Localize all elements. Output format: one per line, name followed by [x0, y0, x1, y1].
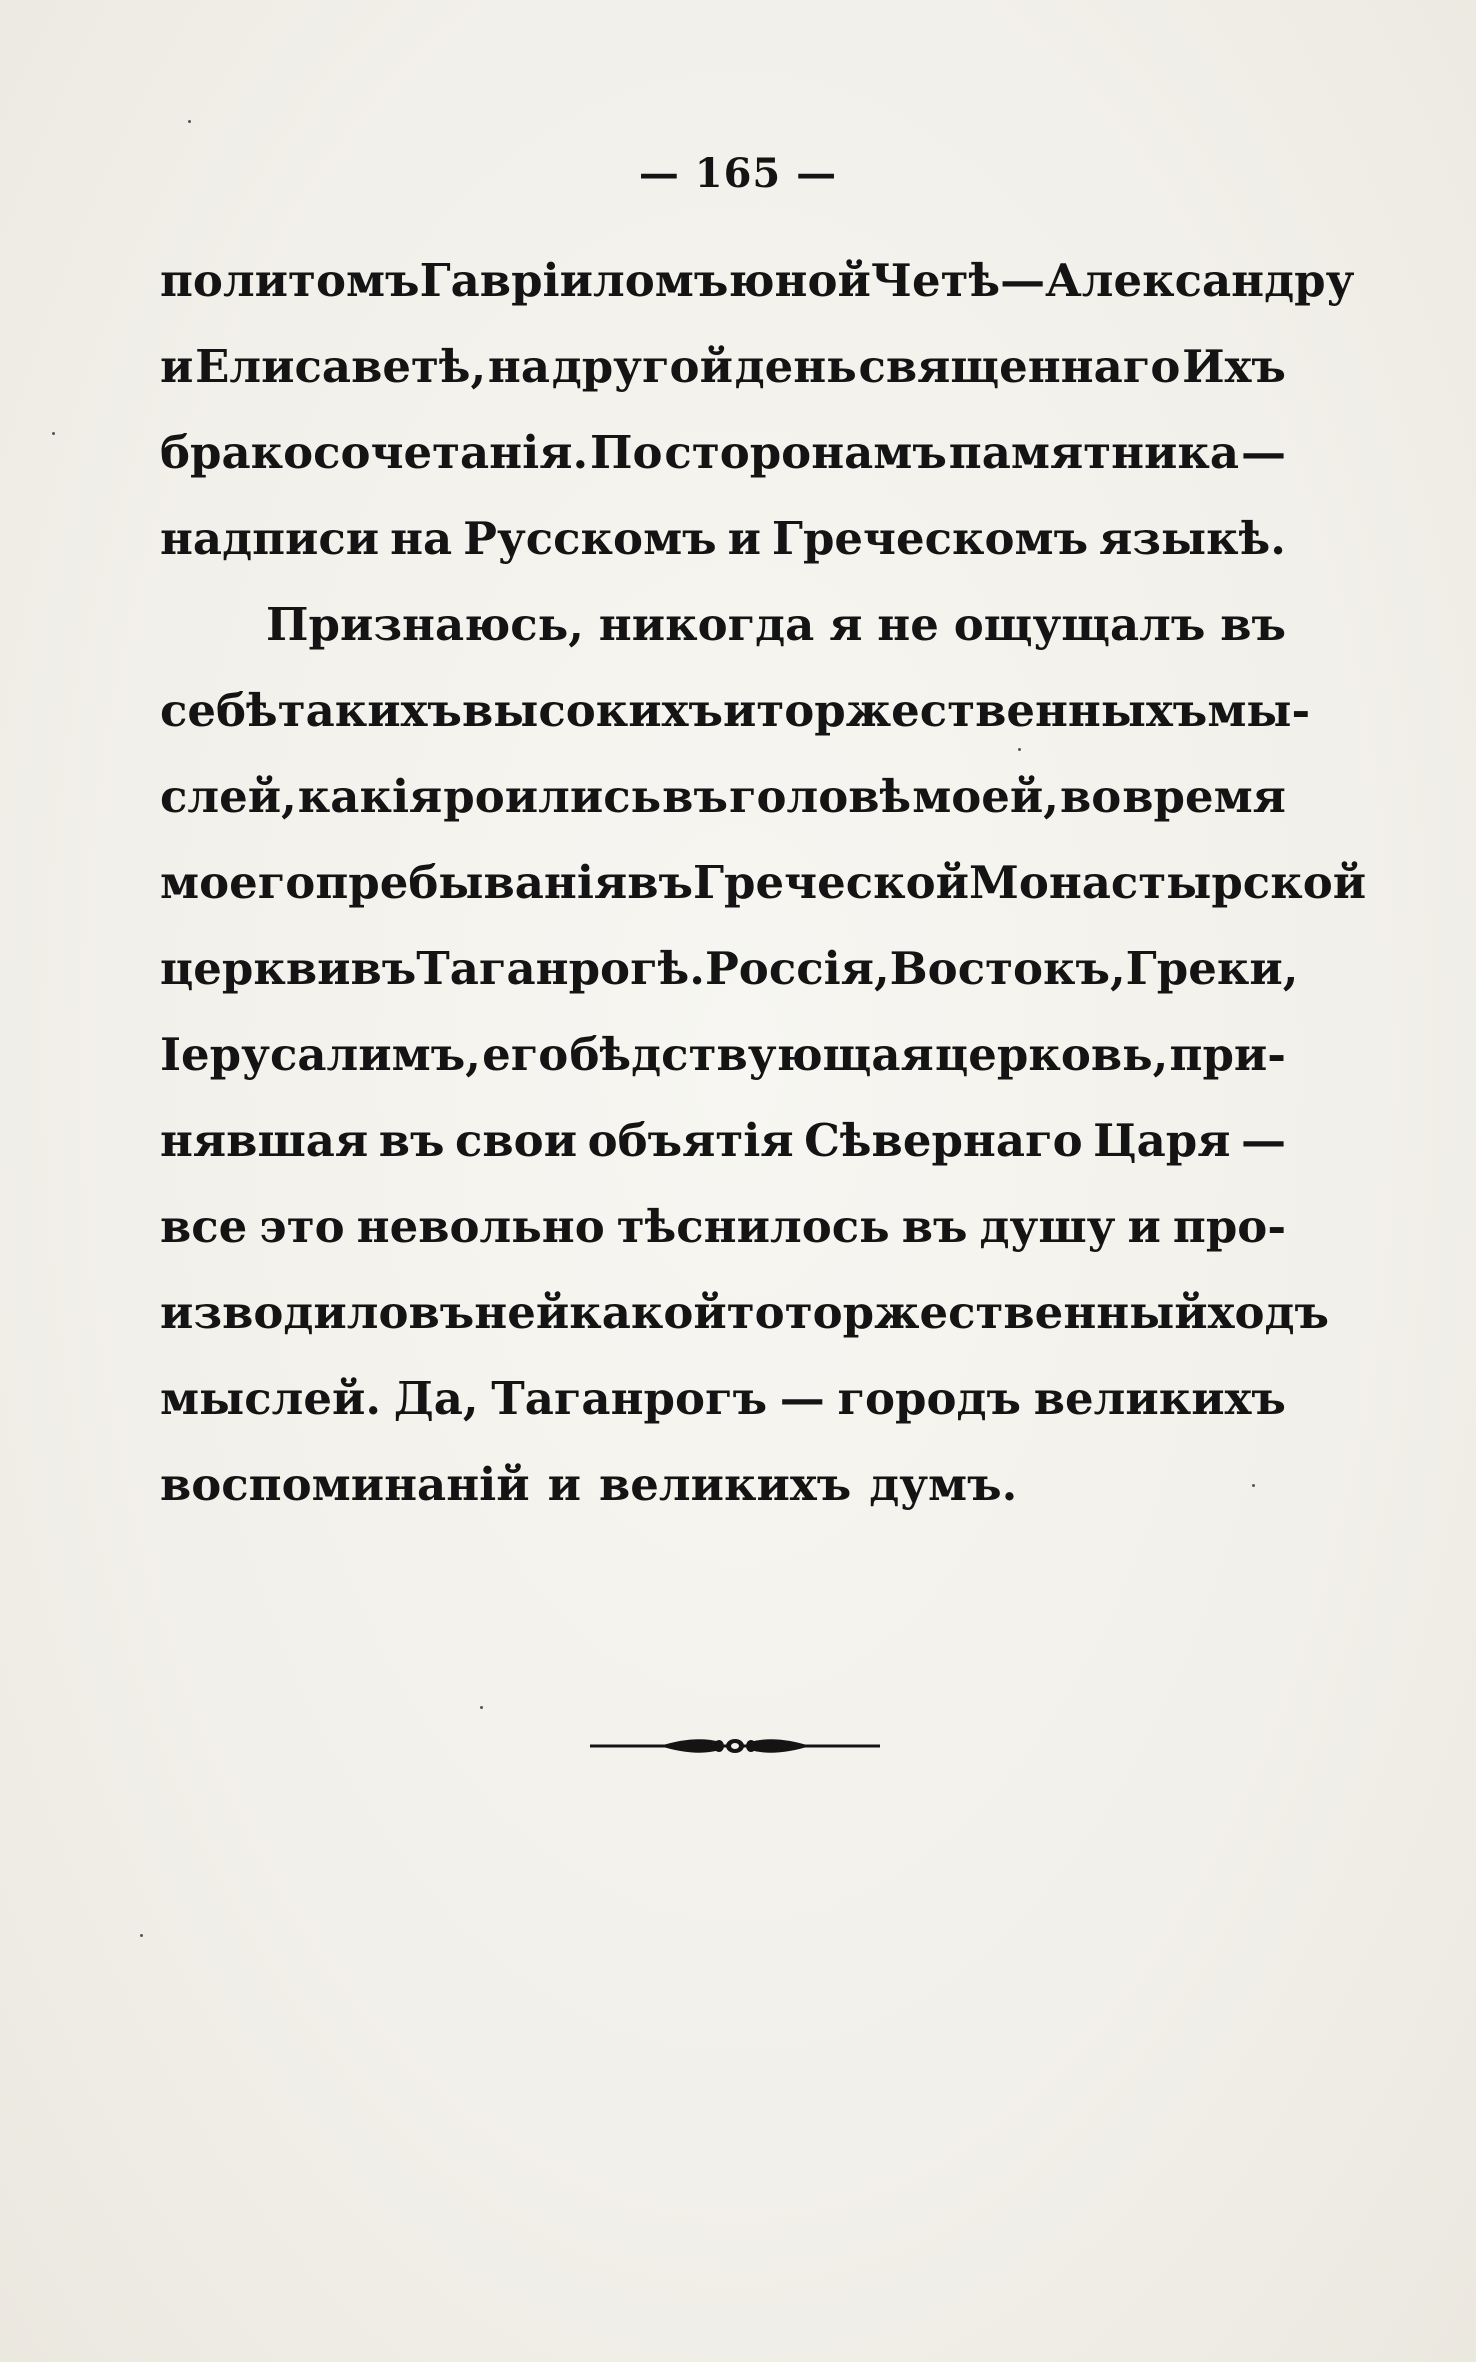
paper-speck: [188, 120, 191, 123]
word: и: [547, 1458, 581, 1511]
word: пребыванія: [315, 856, 628, 909]
word: высокихъ: [461, 684, 723, 737]
word: нявшая: [160, 1114, 369, 1167]
word: и: [727, 512, 761, 565]
word: Ихъ: [1182, 340, 1286, 393]
word: Таганрогъ: [491, 1372, 768, 1425]
word: роились: [443, 770, 662, 823]
text-line: [160, 496, 1286, 582]
word: торжественныхъ: [756, 684, 1208, 737]
word: Александру: [1045, 254, 1355, 307]
word: себѣ: [160, 684, 278, 737]
word: церковь,: [934, 1028, 1169, 1081]
word: Русскомъ: [463, 512, 717, 565]
word: церкви: [160, 942, 351, 995]
text-line: [160, 410, 1286, 496]
word: Монастырской: [969, 856, 1367, 909]
word: надписи: [160, 512, 380, 565]
word: объятія: [587, 1114, 794, 1167]
word: сторонамъ: [664, 426, 947, 479]
word: бракосочетанія.: [160, 426, 589, 479]
word: день: [734, 340, 857, 393]
text-line: [160, 754, 1286, 840]
word: Россія,: [704, 942, 890, 995]
word: при-: [1169, 1028, 1286, 1081]
word: моей,: [912, 770, 1059, 823]
word: въ: [627, 856, 693, 909]
word: не: [877, 598, 939, 651]
word: городъ: [837, 1372, 1022, 1425]
word: тѣснилось: [616, 1200, 890, 1253]
word: Четѣ: [870, 254, 1001, 307]
page-number: — 165 —: [638, 150, 838, 197]
word: на: [390, 512, 453, 565]
text-line: [160, 1442, 1286, 1528]
word: другой: [551, 340, 733, 393]
text-line: [160, 238, 1355, 324]
text-line: [160, 840, 1367, 926]
paper-speck: [140, 1934, 143, 1937]
text-line: [160, 926, 1299, 1012]
word: Признаюсь,: [266, 598, 584, 651]
word: и: [160, 340, 194, 393]
word: его: [482, 1028, 569, 1081]
word: языкѣ.: [1099, 512, 1286, 565]
text-line: [160, 1098, 1286, 1184]
text-line: [160, 1270, 1330, 1356]
text-line: [160, 582, 1286, 668]
word: на: [487, 340, 550, 393]
word: ощущалъ: [953, 598, 1206, 651]
word: и: [722, 684, 757, 737]
word: —: [779, 1372, 825, 1425]
word: священнаго: [858, 340, 1181, 393]
word: про-: [1172, 1200, 1286, 1253]
word: Греки,: [1125, 942, 1299, 995]
word: Таганрогѣ.: [416, 942, 705, 995]
word: Царя: [1093, 1114, 1231, 1167]
text-line: [160, 324, 1286, 410]
word: По: [590, 426, 663, 479]
word: въ: [350, 942, 417, 995]
word: все: [160, 1200, 248, 1253]
paper-speck: [480, 1706, 483, 1709]
word: душу: [979, 1200, 1116, 1253]
word: въ: [901, 1200, 968, 1253]
word: я: [829, 598, 863, 651]
text-line: [160, 1184, 1286, 1270]
word: Іерусалимъ,: [160, 1028, 481, 1081]
word: думъ.: [869, 1458, 1018, 1511]
word: это: [259, 1200, 345, 1253]
word: невольно: [356, 1200, 605, 1253]
body-text: [160, 238, 1367, 1528]
word: —: [1000, 254, 1046, 307]
paper-speck: [1018, 748, 1021, 751]
word: воспоминаній: [160, 1458, 530, 1511]
paper-speck: [1252, 1484, 1255, 1487]
word: великихъ: [1033, 1372, 1286, 1425]
word: ходъ: [1207, 1286, 1330, 1339]
word: бѣдствующая: [569, 1028, 934, 1081]
word: —: [1240, 426, 1286, 479]
word: никогда: [598, 598, 815, 651]
word: мы-: [1207, 684, 1311, 737]
word: то: [726, 1286, 785, 1339]
word: политомъ: [160, 254, 420, 307]
word: моего: [160, 856, 316, 909]
word: головѣ: [728, 770, 912, 823]
word: Сѣвернаго: [804, 1114, 1083, 1167]
word: Греческой: [692, 856, 970, 909]
word: Да,: [393, 1372, 479, 1425]
word: юной: [728, 254, 871, 307]
text-line: [160, 668, 1311, 754]
word: слей,: [160, 770, 297, 823]
word: —: [1240, 1114, 1286, 1167]
word: въ: [1220, 598, 1286, 651]
word: въ: [408, 1286, 475, 1339]
word: Елисаветѣ,: [195, 340, 487, 393]
word: въ: [662, 770, 728, 823]
word: такихъ: [277, 684, 462, 737]
tailpiece-ornament: [590, 1728, 880, 1764]
word: Гавріиломъ: [419, 254, 729, 307]
word: время: [1122, 770, 1286, 823]
word: торжественный: [784, 1286, 1208, 1339]
text-line: [160, 1012, 1286, 1098]
paper-speck: [52, 432, 55, 435]
word: изводило: [160, 1286, 409, 1339]
word: какой: [569, 1286, 727, 1339]
word: памятника: [948, 426, 1240, 479]
word: великихъ: [599, 1458, 852, 1511]
word: ней: [474, 1286, 570, 1339]
word: и: [1127, 1200, 1161, 1253]
word: Востокъ,: [889, 942, 1126, 995]
word: Греческомъ: [771, 512, 1089, 565]
word: мыслей.: [160, 1372, 382, 1425]
word: во: [1059, 770, 1122, 823]
word: свои: [455, 1114, 578, 1167]
word: какія: [297, 770, 443, 823]
word: въ: [378, 1114, 445, 1167]
text-line: [160, 1356, 1286, 1442]
